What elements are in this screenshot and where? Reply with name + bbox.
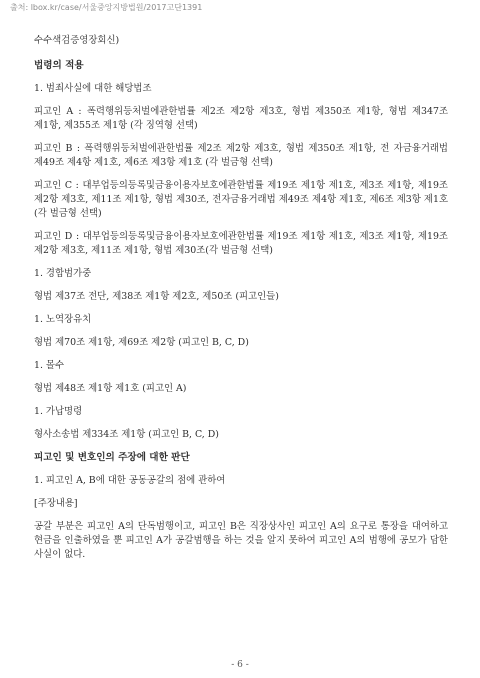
subheading-joint-extortion: 1. 피고인 A, B에 대한 공동공갈의 점에 관하여 — [34, 475, 226, 486]
subheading-workhouse: 1. 노역장유치 — [34, 314, 92, 325]
source-header: 출처: lbox.kr/case/서울중앙지방법원/2017고단1391 — [10, 3, 203, 12]
intro-text: 수수색검증영장회신) — [34, 35, 120, 46]
defendant-a-laws: 피고인 A : 폭력행위등처벌에관한법률 제2조 제2항 제3호, 형법 제350조 제1항, 형법 제347조 제1항, 제355조 제1항 (각 징역형 선택) — [34, 106, 448, 131]
subheading-concurrent-crimes: 1. 경합범가중 — [34, 268, 92, 279]
page-number: - 6 - — [231, 660, 249, 670]
section-title-arguments: 피고인 및 변호인의 주장에 대한 판단 — [34, 452, 190, 463]
provisional-payment-text: 형사소송법 제334조 제1항 (피고인 B, C, D) — [34, 429, 219, 440]
confiscation-text: 형법 제48조 제1항 제1호 (피고인 A) — [34, 383, 187, 394]
section-title-laws: 법령의 적용 — [34, 60, 84, 71]
claim-body: 공갈 부분은 피고인 A의 단독범행이고, 피고인 B은 직장상사인 피고인 A의 요구로 통장을 대여하고 현금을 인출하였을 뿐 피고인 A가 공갈범행을 하는 것을 알지 못하여 피고인 A의 범행에 공모가 담한 사실이 없다. — [34, 521, 448, 560]
defendant-b-laws: 피고인 B : 폭력행위등처벌에관한법률 제2조 제2항 제3호, 형법 제350조 제1항, 전 자금융거래법 제49조 제4항 제1호, 제6조 제3항 제1호 (각 벌금형 선택) — [34, 143, 448, 168]
defendant-c-laws: 피고인 C : 대부업등의등록및금융이용자보호에관한법률 제19조 제1항 제1호, 제3조 제1항, 제19조 제2항 제3호, 제11조 제1항, 형법 제30조, 전자금융거래법 제49조 제4항 제1호, 제6조 제3항 제1호 (각 벌금형 선택) — [34, 180, 448, 219]
subheading-applicable-laws: 1. 범죄사실에 대한 해당법조 — [34, 83, 152, 94]
workhouse-text: 형법 제70조 제1항, 제69조 제2항 (피고인 B, C, D) — [34, 337, 249, 348]
claim-label: [주장내용] — [34, 498, 78, 509]
subheading-confiscation: 1. 몰수 — [34, 360, 65, 371]
subheading-provisional-payment: 1. 가납명령 — [34, 406, 83, 417]
concurrent-crimes-text: 형법 제37조 전단, 제38조 제1항 제2호, 제50조 (피고인들) — [34, 291, 279, 302]
document-body — [34, 34, 448, 571]
defendant-d-laws: 피고인 D : 대부업등의등록및금융이용자보호에관한법률 제19조 제1항 제1호, 제3조 제1항, 제19조 제2항 제3호, 제11조 제1항, 형법 제30조(각 벌금형 선택) — [34, 231, 448, 256]
